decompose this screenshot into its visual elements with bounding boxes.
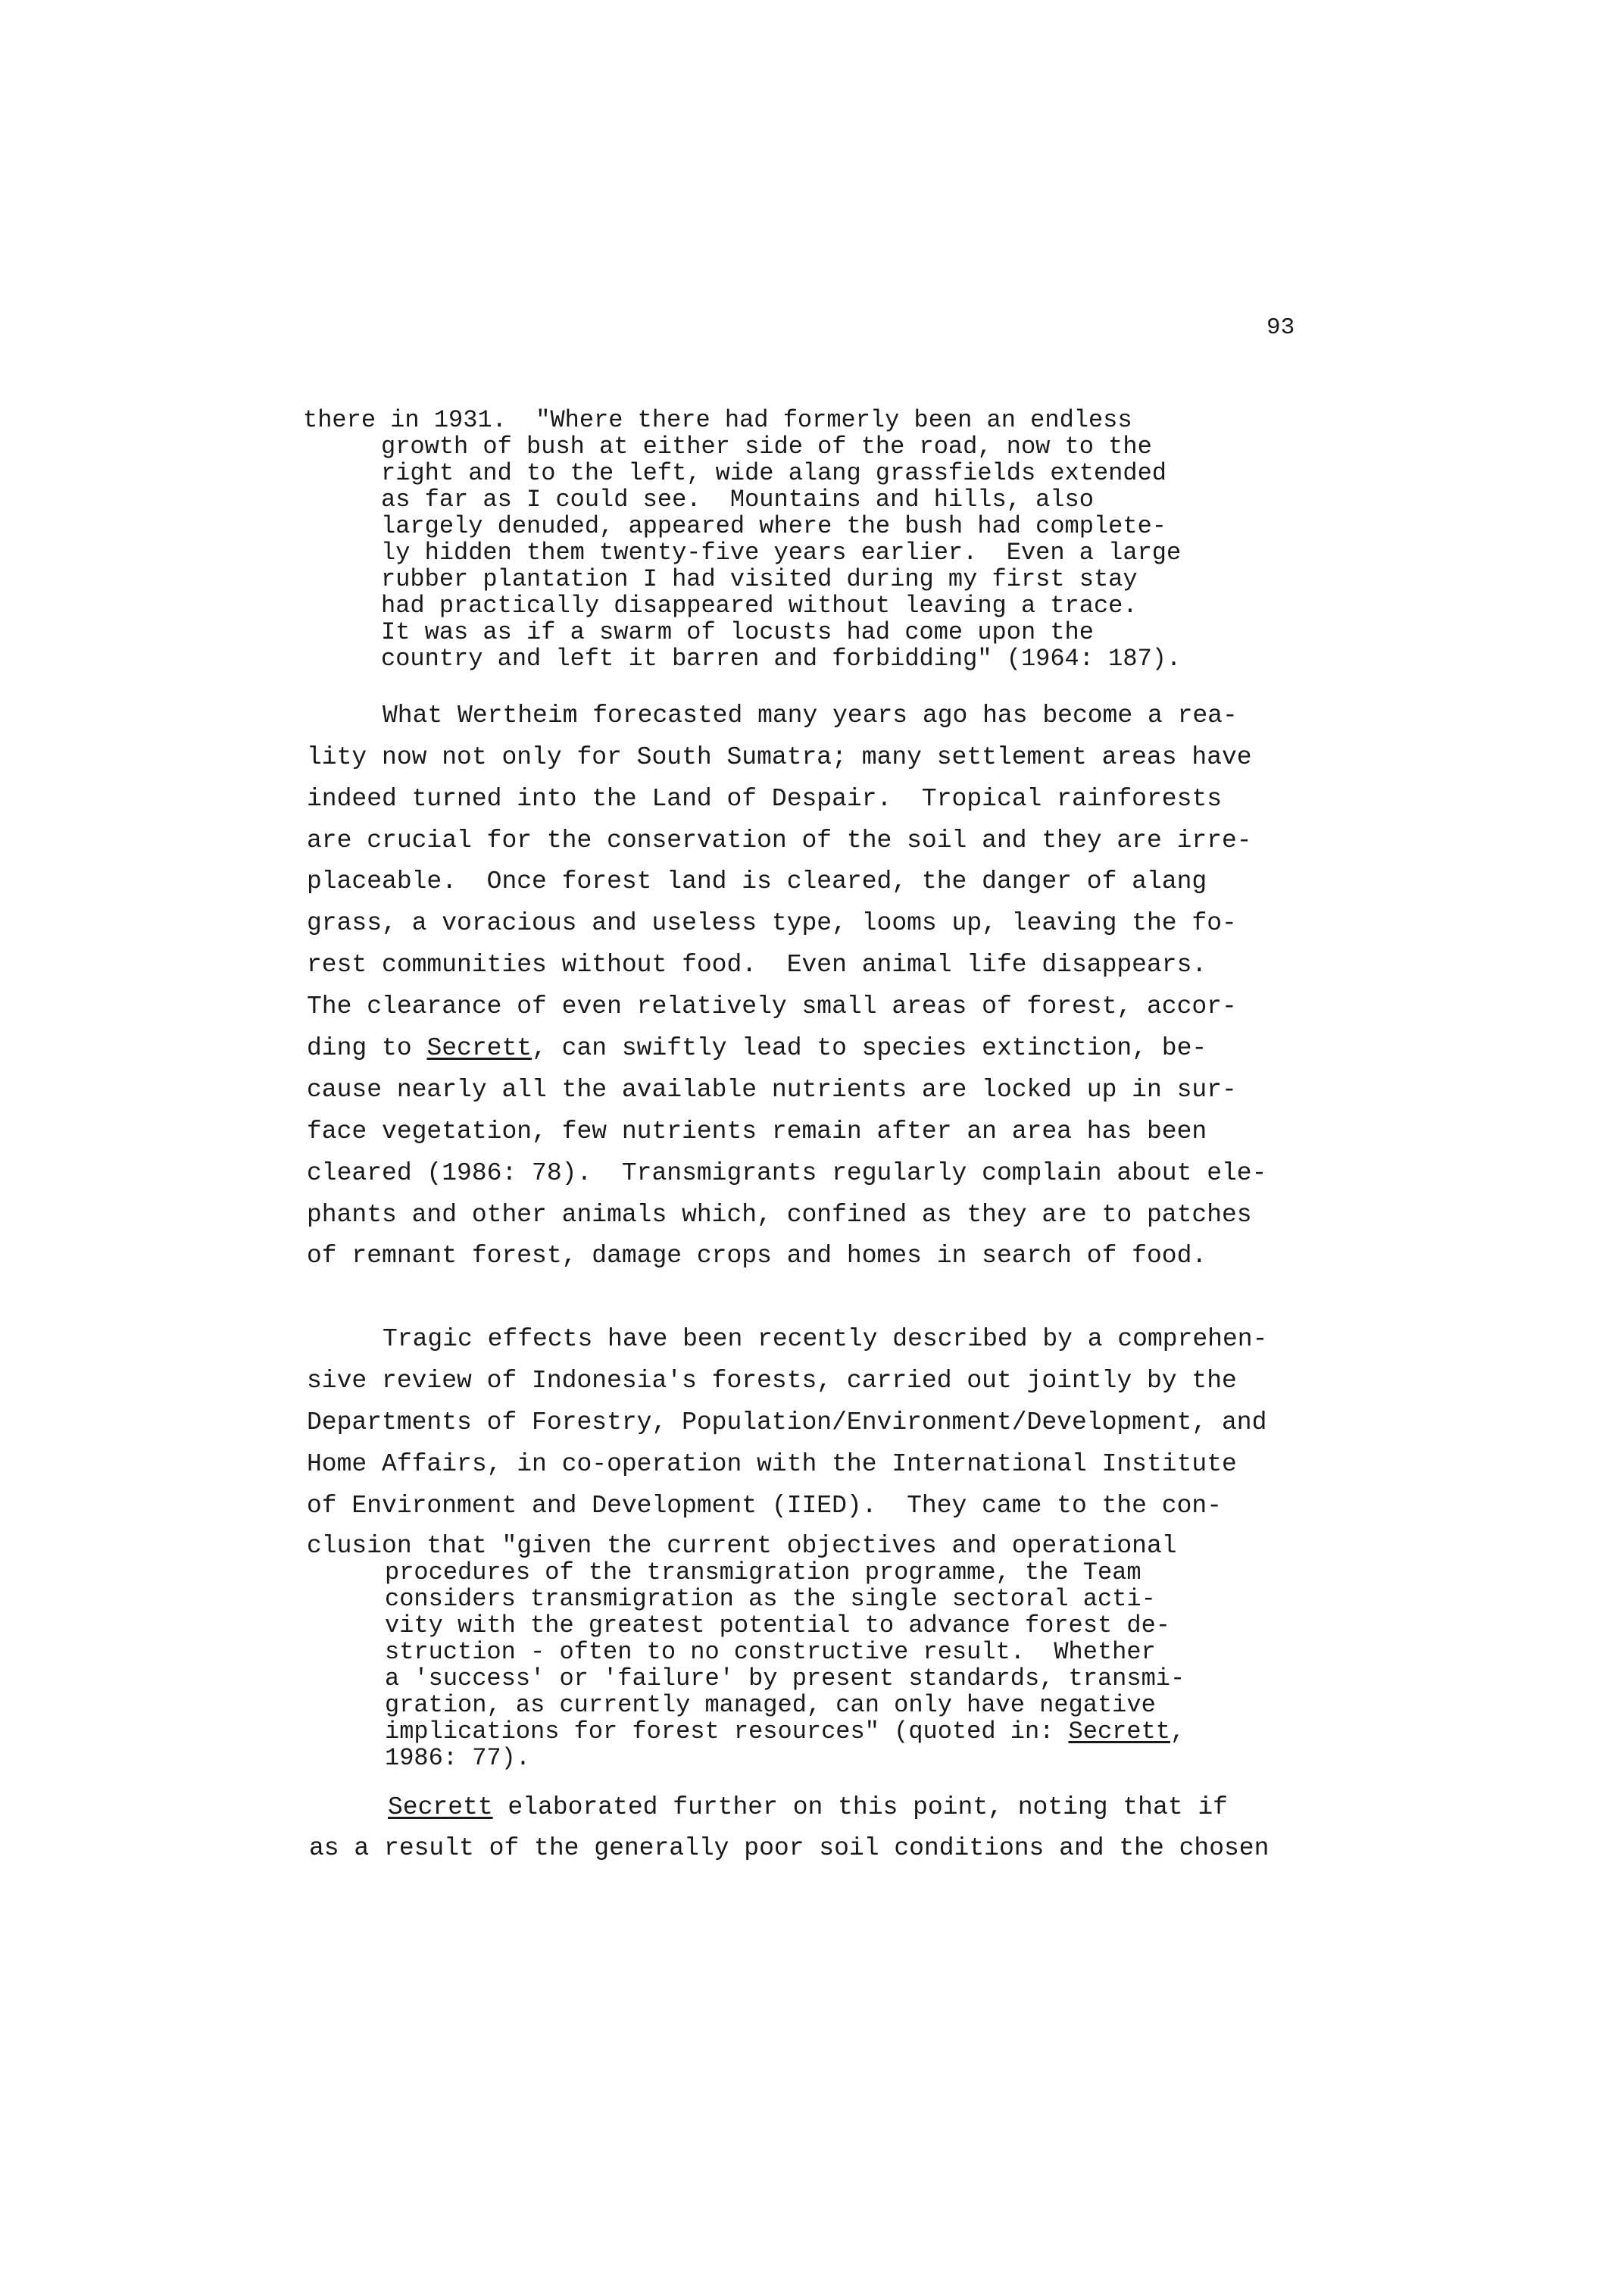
body-line: rest communities without food. Even animal life disappears. xyxy=(307,951,1207,979)
body-text: , can swiftly lead to species extinction, be- xyxy=(532,1034,1207,1062)
quote-line: largely denuded, appeared where the bush had complete- xyxy=(381,512,1166,540)
quote-line: gration, as currently managed, can only have negative xyxy=(385,1691,1156,1719)
body-line: sive review of Indonesia's forests, carried out jointly by the xyxy=(307,1367,1237,1395)
quote-text: implications for forest resources" (quoted in: xyxy=(385,1717,1069,1746)
quote-line: had practically disappeared without leaving a trace. xyxy=(381,592,1138,620)
quote-line xyxy=(385,1718,1185,1746)
body-line: Home Affairs, in co-operation with the International Institute xyxy=(307,1450,1237,1478)
quote-line: It was as if a swarm of locusts had come upon the xyxy=(381,618,1094,646)
body-line: placeable. Once forest land is cleared, the danger of alang xyxy=(307,867,1207,895)
quote-line: procedures of the transmigration programme, the Team xyxy=(385,1558,1141,1586)
body-line: clusion that "given the current objectives and operational xyxy=(307,1532,1177,1560)
body-line: of Environment and Development (IIED). They came to the con- xyxy=(307,1492,1222,1520)
quote-line: considers transmigration as the single sectoral acti- xyxy=(385,1585,1156,1613)
body-line: cause nearly all the available nutrients are locked up in sur- xyxy=(307,1076,1237,1104)
page-number: 93 xyxy=(1266,314,1295,341)
quote-line: ly hidden them twenty-five years earlier. Even a large xyxy=(381,539,1182,567)
quote-line: 1986: 77). xyxy=(385,1744,531,1772)
body-line xyxy=(388,1794,1228,1821)
body-line: What Wertheim forecasted many years ago has become a rea- xyxy=(383,702,1238,730)
body-line: face vegetation, few nutrients remain after an area has been xyxy=(307,1117,1207,1146)
quote-line: there in 1931. "Where there had formerly been an endless xyxy=(303,406,1132,434)
body-line: phants and other animals which, confined as they are to patches xyxy=(307,1201,1252,1229)
quote-line: struction - often to no constructive result. Whether xyxy=(385,1638,1156,1666)
body-text: elaborated further on this point, noting that if xyxy=(492,1793,1228,1821)
body-line xyxy=(307,1035,1207,1062)
body-line: of remnant forest, damage crops and homes in search of food. xyxy=(307,1242,1207,1270)
author-citation: Secrett xyxy=(426,1034,532,1062)
quote-line: a 'success' or 'failure' by present standards, transmi- xyxy=(385,1664,1185,1692)
author-citation: Secrett xyxy=(388,1793,493,1821)
body-line: as a result of the generally poor soil conditions and the chosen xyxy=(309,1834,1270,1862)
body-line: Tragic effects have been recently described by a comprehen- xyxy=(383,1325,1268,1353)
quote-line: right and to the left, wide alang grassfields extended xyxy=(381,459,1166,487)
quote-line: as far as I could see. Mountains and hills, also xyxy=(381,486,1094,514)
body-line: indeed turned into the Land of Despair. Tropical rainforests xyxy=(307,785,1222,813)
quote-line: growth of bush at either side of the road, now to the xyxy=(381,433,1152,461)
quote-text: , xyxy=(1170,1717,1185,1746)
body-line: Departments of Forestry, Population/Environment/Development, and xyxy=(307,1408,1267,1436)
body-line: grass, a voracious and useless type, looms up, leaving the fo- xyxy=(307,909,1237,937)
body-text: ding to xyxy=(307,1034,427,1062)
quote-line: country and left it barren and forbidding" (1964: 187). xyxy=(381,645,1182,673)
body-line: lity now not only for South Sumatra; many settlement areas have xyxy=(307,743,1252,771)
body-line: are crucial for the conservation of the soil and they are irre- xyxy=(307,827,1252,855)
quote-line: vity with the greatest potential to advance forest de- xyxy=(385,1611,1170,1639)
body-line: The clearance of even relatively small areas of forest, accor- xyxy=(307,992,1237,1020)
body-line: cleared (1986: 78). Transmigrants regularly complain about ele- xyxy=(307,1159,1267,1187)
quote-line: rubber plantation I had visited during my first stay xyxy=(381,565,1138,593)
author-citation: Secrett xyxy=(1068,1717,1170,1746)
